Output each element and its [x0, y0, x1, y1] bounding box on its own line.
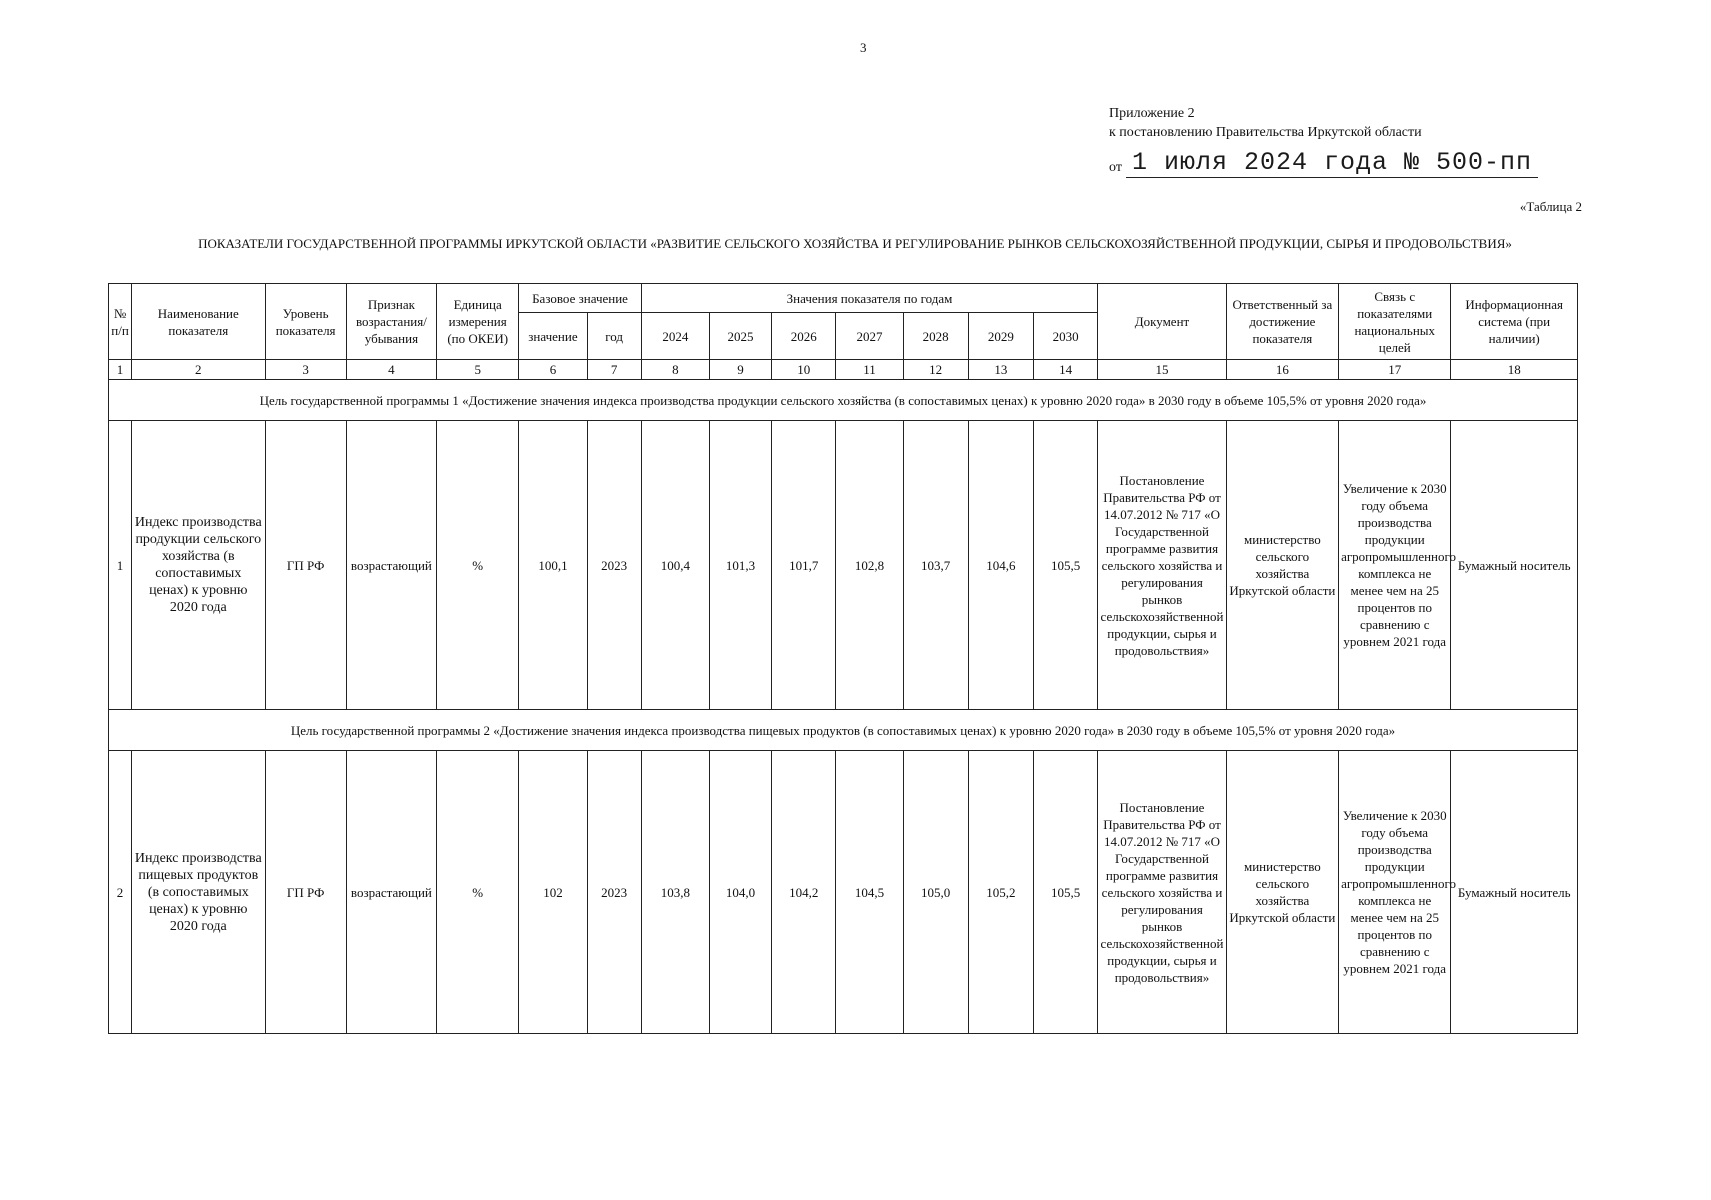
header-unit: Единица измерения (по ОКЕИ) [437, 284, 519, 360]
row-num: 1 [109, 421, 132, 710]
row-value-2029: 105,2 [968, 751, 1033, 1034]
column-number: 14 [1033, 360, 1097, 380]
column-number: 11 [836, 360, 903, 380]
row-value-2027: 104,5 [836, 751, 903, 1034]
header-year: 2025 [709, 313, 771, 360]
header-sign: Признак возрастания/ убывания [346, 284, 436, 360]
row-value-2026: 101,7 [772, 421, 836, 710]
indicators-table [108, 283, 1578, 1034]
header-year: 2024 [641, 313, 709, 360]
row-value-2030: 105,5 [1033, 751, 1097, 1034]
table-row [109, 421, 1578, 710]
row-base-value: 102 [519, 751, 587, 1034]
row-link: Увеличение к 2030 году объема производства продукции агропромышленного комплекса не менее чем на 25 процентов по сравнению с уровнем 2021 года [1339, 751, 1451, 1034]
row-responsible: министерство сельского хозяйства Иркутской области [1226, 751, 1338, 1034]
column-number: 6 [519, 360, 587, 380]
header-year: 2029 [968, 313, 1033, 360]
page-number: 3 [860, 40, 867, 55]
row-link: Увеличение к 2030 году объема производства продукции агропромышленного комплекса не менее чем на 25 процентов по сравнению с уровнем 2021 года [1339, 421, 1451, 710]
row-document: Постановление Правительства РФ от 14.07.2012 № 717 «О Государственной программе развития сельского хозяйства и регулирования рынков сельскохозяйственной продукции, сырья и продовольствия» [1098, 421, 1226, 710]
header-info-system: Информационная система (при наличии) [1451, 284, 1578, 360]
row-level: ГП РФ [265, 421, 346, 710]
row-value-2030: 105,5 [1033, 421, 1097, 710]
column-number: 3 [265, 360, 346, 380]
row-value-2024: 100,4 [641, 421, 709, 710]
row-info-system: Бумажный носитель [1451, 421, 1578, 710]
appendix-header [1109, 104, 1422, 142]
row-unit: % [437, 421, 519, 710]
row-value-2028: 105,0 [903, 751, 968, 1034]
row-base-value: 100,1 [519, 421, 587, 710]
header-base: Базовое значение [519, 284, 641, 313]
header-year: 2030 [1033, 313, 1097, 360]
row-level: ГП РФ [265, 751, 346, 1034]
column-number: 17 [1339, 360, 1451, 380]
column-number: 4 [346, 360, 436, 380]
header-row [109, 284, 1578, 313]
header-link: Связь с показателями национальных целей [1339, 284, 1451, 360]
goal-row [109, 380, 1578, 421]
date-prefix: от [1109, 160, 1122, 175]
column-number: 10 [772, 360, 836, 380]
header-name: Наименование показателя [132, 284, 265, 360]
row-sign: возрастающий [346, 421, 436, 710]
column-number: 15 [1098, 360, 1226, 380]
row-num: 2 [109, 751, 132, 1034]
goal-row [109, 710, 1578, 751]
row-value-2026: 104,2 [772, 751, 836, 1034]
row-base-year: 2023 [587, 751, 641, 1034]
goal-text: Цель государственной программы 1 «Достижение значения индекса производства продукции сельского хозяйства (в сопоставимых ценах) к уровню 2020 года» в 2030 году в объеме 105,5% от уровня 2020 года» [109, 380, 1578, 421]
table-label: «Таблица 2 [1519, 199, 1582, 214]
row-document: Постановление Правительства РФ от 14.07.2012 № 717 «О Государственной программе развития сельского хозяйства и регулирования рынков сельскохозяйственной продукции, сырья и продовольствия» [1098, 751, 1226, 1034]
column-number: 12 [903, 360, 968, 380]
row-value-2025: 101,3 [709, 421, 771, 710]
table-row [109, 751, 1578, 1034]
header-year: 2027 [836, 313, 903, 360]
column-numbers-row [109, 360, 1578, 380]
column-number: 2 [132, 360, 265, 380]
column-number: 7 [587, 360, 641, 380]
column-number: 1 [109, 360, 132, 380]
row-responsible: министерство сельского хозяйства Иркутской области [1226, 421, 1338, 710]
row-value-2025: 104,0 [709, 751, 771, 1034]
row-value-2028: 103,7 [903, 421, 968, 710]
goal-text: Цель государственной программы 2 «Достижение значения индекса производства пищевых продуктов (в сопоставимых ценах) к уровню 2020 года» в 2030 году в объеме 105,5% от уровня 2020 года» [109, 710, 1578, 751]
row-sign: возрастающий [346, 751, 436, 1034]
header-document: Документ [1098, 284, 1226, 360]
column-number: 5 [437, 360, 519, 380]
column-number: 13 [968, 360, 1033, 380]
document-title: ПОКАЗАТЕЛИ ГОСУДАРСТВЕННОЙ ПРОГРАММЫ ИРКУТСКОЙ ОБЛАСТИ «РАЗВИТИЕ СЕЛЬСКОГО ХОЗЯЙСТВА И РЕГУЛИРОВАНИЕ РЫНКОВ СЕЛЬСКОХОЗЯЙСТВЕННОЙ ПРОДУКЦИИ, СЫРЬЯ И ПРОДОВОЛЬСТВИЯ» [198, 236, 1512, 251]
row-name: Индекс производства продукции сельского хозяйства (в сопоставимых ценах) к уровню 2020 года [132, 421, 265, 710]
row-base-year: 2023 [587, 421, 641, 710]
header-num: № п/п [109, 284, 132, 360]
row-value-2027: 102,8 [836, 421, 903, 710]
header-year: 2028 [903, 313, 968, 360]
header-base-year: год [587, 313, 641, 360]
resolution-date-line [1109, 148, 1538, 178]
header-year: 2026 [772, 313, 836, 360]
row-value-2024: 103,8 [641, 751, 709, 1034]
header-level: Уровень показателя [265, 284, 346, 360]
column-number: 8 [641, 360, 709, 380]
column-number: 9 [709, 360, 771, 380]
column-number: 18 [1451, 360, 1578, 380]
row-value-2029: 104,6 [968, 421, 1033, 710]
row-info-system: Бумажный носитель [1451, 751, 1578, 1034]
header-base-value: значение [519, 313, 587, 360]
appendix-title: Приложение 2 [1109, 106, 1195, 121]
row-name: Индекс производства пищевых продуктов (в сопоставимых ценах) к уровню 2020 года [132, 751, 265, 1034]
appendix-subtitle: к постановлению Правительства Иркутской области [1109, 125, 1422, 140]
resolution-date: 1 июля 2024 года № 500-пп [1126, 148, 1538, 178]
row-unit: % [437, 751, 519, 1034]
header-by-years: Значения показателя по годам [641, 284, 1098, 313]
column-number: 16 [1226, 360, 1338, 380]
header-responsible: Ответственный за достижение показателя [1226, 284, 1338, 360]
